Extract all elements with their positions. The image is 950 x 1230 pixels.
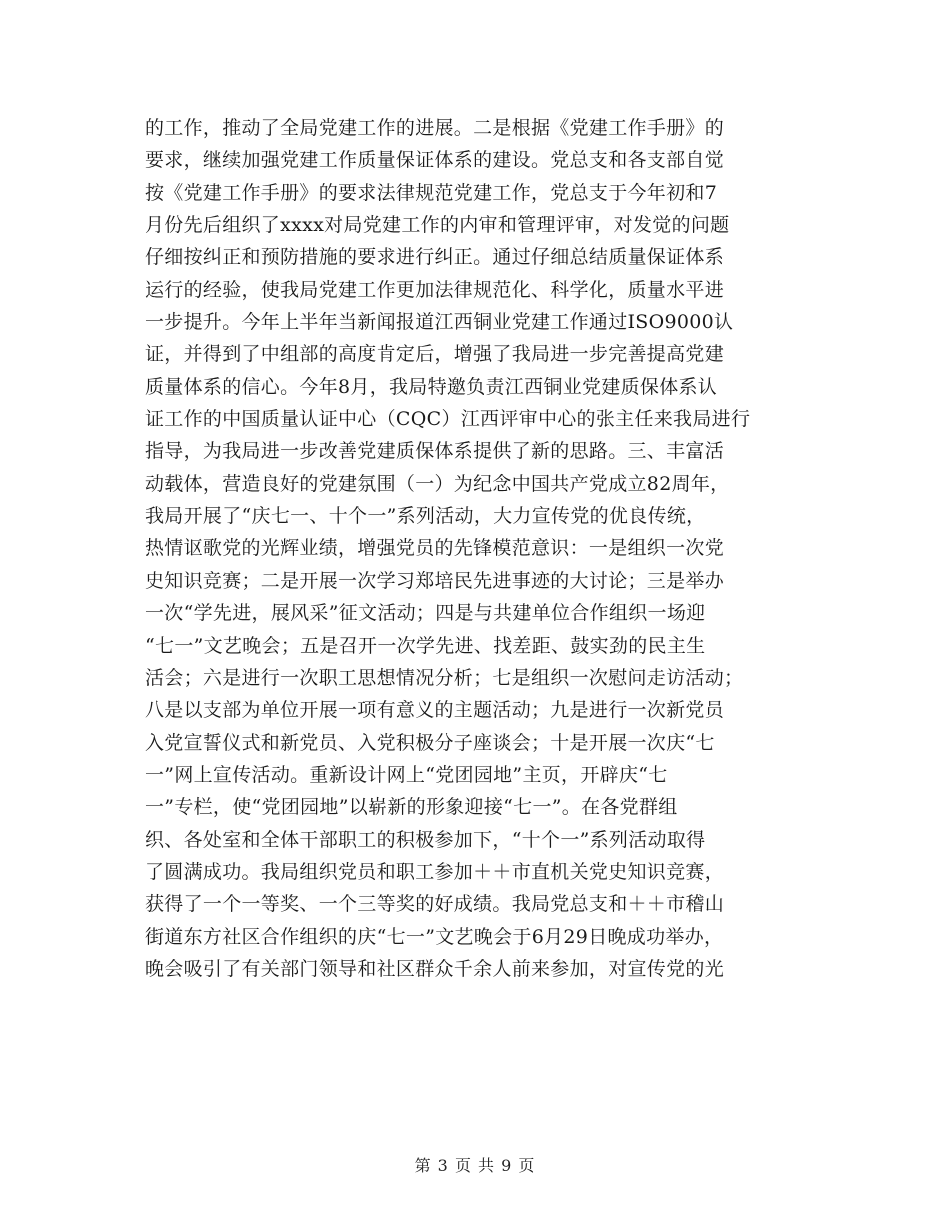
text-line: 仔细按纠正和预防措施的要求进行纠正。通过仔细总结质量保证体系 (145, 246, 725, 269)
text-line: 晚会吸引了有关部门领导和社区群众千余人前来参加，对宣传党的光 (145, 957, 725, 980)
text-line: “七一”文艺晚会；五是召开一次学先进、找差距、鼓实劲的民主生 (145, 634, 706, 657)
text-line: 按《党建工作手册》的要求法律规范党建工作，党总支于今年初和7 (145, 181, 718, 204)
text-line: 热情讴歌党的光辉业绩，增强党员的先锋模范意识：一是组织一次党 (145, 537, 725, 560)
text-line: 了圆满成功。我局组织党员和职工参加＋＋市直机关党史知识竞赛， (145, 860, 725, 883)
text-line: 运行的经验，使我局党建工作更加法律规范化、科学化，质量水平进 (145, 278, 725, 301)
text-line: 一次“学先进，展风采”征文活动；四是与共建单位合作组织一场迎 (145, 602, 706, 625)
text-line: 月份先后组织了xxxx对局党建工作的内审和管理评审，对发觉的问题 (145, 214, 730, 237)
text-line: 史知识竞赛；二是开展一次学习郑培民先进事迹的大讨论；三是举办 (145, 569, 725, 592)
text-line: 一步提升。今年上半年当新闻报道江西铜业党建工作通过ISO9000认 (145, 311, 734, 334)
text-line: 入党宣誓仪式和新党员、入党积极分子座谈会；十是开展一次庆“七 (145, 731, 715, 754)
text-line: 获得了一个一等奖、一个三等奖的好成绩。我局党总支和＋＋市稽山 (145, 893, 725, 916)
text-line: 八是以支部为单位开展一项有意义的主题活动；九是进行一次新党员 (145, 699, 725, 722)
text-line: 一”网上宣传活动。重新设计网上“党团园地”主页，开辟庆“七 (145, 763, 668, 786)
text-line: 织、各处室和全体干部职工的积极参加下，“十个一”系列活动取得 (145, 828, 706, 851)
text-line: 我局开展了“庆七一、十个一”系列活动，大力宣传党的优良传统， (145, 505, 706, 528)
page-footer: 第 3 页 共 9 页 (414, 1156, 536, 1175)
text-line: 要求，继续加强党建工作质量保证体系的建设。党总支和各支部自觉 (145, 149, 725, 172)
text-line: 的工作，推动了全局党建工作的进展。二是根据《党建工作手册》的 (145, 117, 725, 139)
text-line: 活会；六是进行一次职工思想情况分析；七是组织一次慰问走访活动； (145, 666, 744, 689)
text-line: 质量体系的信心。今年8月，我局特邀负责江西铜业党建质保体系认 (145, 375, 718, 398)
text-line: 证工作的中国质量认证中心（CQC）江西评审中心的张主任来我局进行 (145, 408, 751, 431)
text-line: 指导，为我局进一步改善党建质保体系提供了新的思路。三、丰富活 (145, 440, 725, 463)
text-line: 一”专栏，使“党团园地”以崭新的形象迎接“七一”。在各党群组 (145, 796, 678, 819)
text-line: 街道东方社区合作组织的庆“七一”文艺晚会于6月29日晚成功举办， (145, 925, 724, 948)
text-line: 动载体，营造良好的党建氛围（一）为纪念中国共产党成立82周年， (145, 472, 730, 495)
text-line: 证，并得到了中组部的高度肯定后，增强了我局进一步完善提高党建 (145, 343, 725, 366)
body-text (145, 112, 825, 985)
